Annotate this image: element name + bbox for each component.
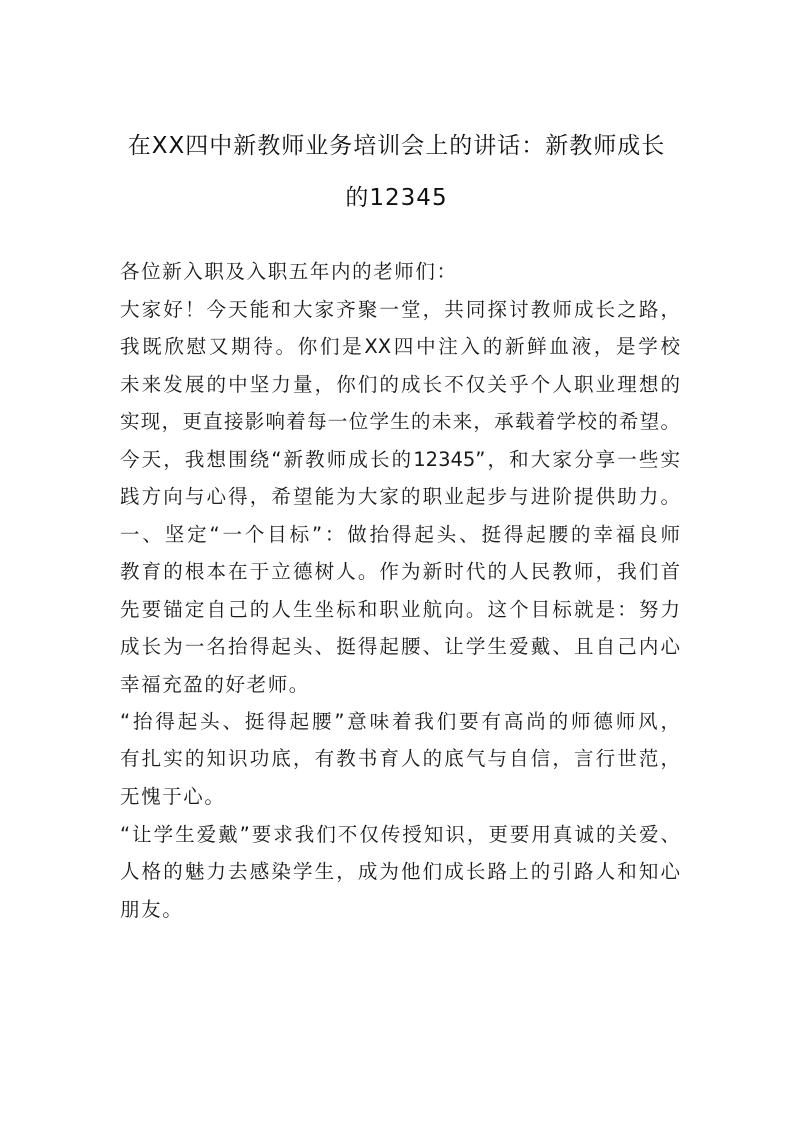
paragraph-line: 朋友。 (120, 898, 184, 921)
document-title-line-1: 在XX四中新教师业务培训会上的讲话：新教师成长 (127, 133, 666, 159)
section-heading-1: 一、坚定“一个目标”：做抬得起头、挺得起腰的幸福良师 (120, 523, 680, 546)
paragraph-line: 幸福充盈的好老师。 (120, 673, 310, 696)
paragraph-line: 实现，更直接影响着每一位学生的未来，承载着学校的希望。 (120, 410, 680, 433)
paragraph-line: 教育的根本在于立德树人。作为新时代的人民教师，我们首 (120, 560, 680, 583)
paragraph-line: 我既欣慰又期待。你们是XX四中注入的新鲜血液，是学校 (120, 335, 680, 358)
paragraph-line: 未来发展的中坚力量，你们的成长不仅关乎个人职业理想的 (120, 373, 680, 396)
paragraph-line: “抬得起头、挺得起腰”意味着我们要有高尚的师德师风， (120, 710, 680, 733)
paragraph-line: 大家好！今天能和大家齐聚一堂，共同探讨教师成长之路， (120, 298, 680, 321)
paragraph-line: 人格的魅力去感染学生，成为他们成长路上的引路人和知心 (120, 860, 680, 883)
paragraph-line: 有扎实的知识功底，有教书育人的底气与自信，言行世范， (120, 747, 680, 770)
document-title-line-2: 的12345 (345, 185, 448, 211)
salutation: 各位新入职及入职五年内的老师们： (120, 260, 458, 283)
paragraph-line: 无愧于心。 (120, 785, 226, 808)
paragraph-line: “让学生爱戴”要求我们不仅传授知识，更要用真诚的关爱、 (120, 823, 680, 846)
paragraph-line: 成长为一名抬得起头、挺得起腰、让学生爱戴、且自己内心 (120, 635, 680, 658)
paragraph-line: 践方向与心得，希望能为大家的职业起步与进阶提供助力。 (120, 485, 680, 508)
paragraph-line: 今天，我想围绕“新教师成长的12345”，和大家分享一些实 (120, 448, 680, 471)
paragraph-line: 先要锚定自己的人生坐标和职业航向。这个目标就是：努力 (120, 598, 680, 621)
